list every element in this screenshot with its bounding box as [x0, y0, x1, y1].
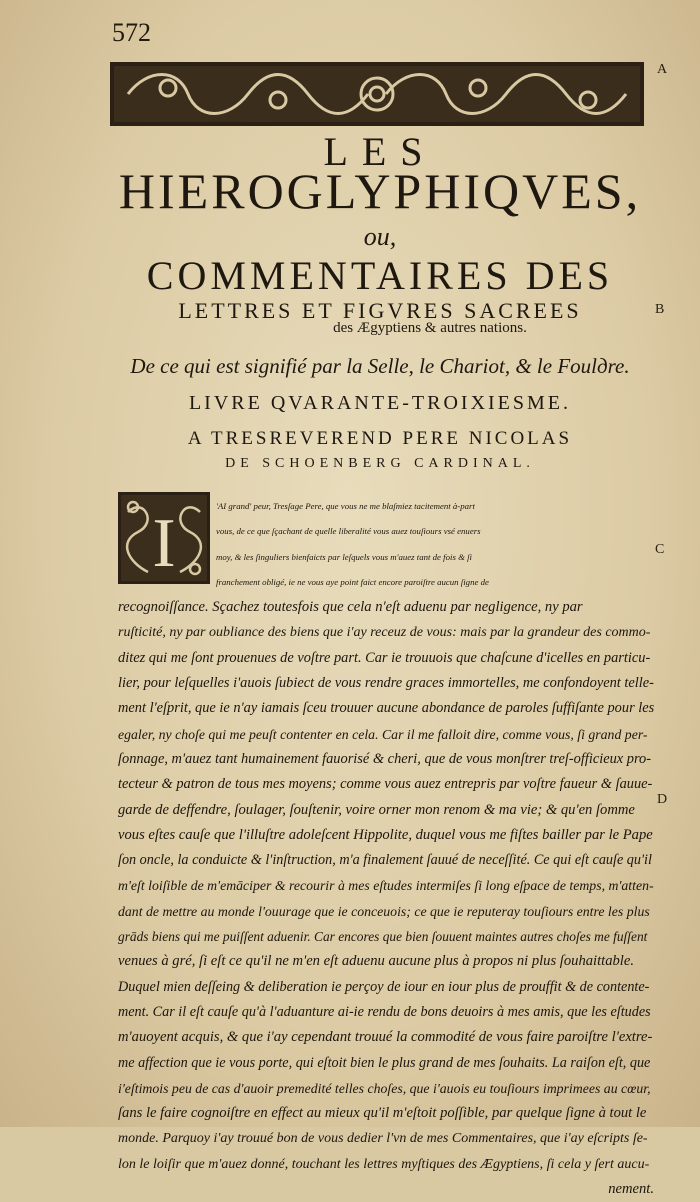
body-line: recognoiſſance. Sçachez toutesfois que cela n'eſt aduenu par negligence, ny par [118, 599, 583, 616]
margin-letter-d: D [657, 792, 668, 807]
book-heading: LIVRE QVARANTE-TROIXIESME. [188, 392, 572, 414]
title-les: LES [323, 129, 437, 174]
body-line: moy, & les ſinguliers bienfaicts par leſquels vous m'auez tant de fois & ſi [216, 551, 472, 562]
body-line: ſonnage, m'auez tant humainement fauorisé & cheri, que de vous monſtrer treſ-officieux pro- [118, 750, 652, 767]
body-line: egaler, ny choſe qui me peuſt contenter en cela. Car il me falloit dire, comme vous, ſi grand per- [118, 726, 648, 742]
body-line: vous, de ce que ſçachant de quelle liberalité vous auez touſiours vsé enuers [216, 526, 481, 537]
body-line: nement. [608, 1181, 654, 1198]
page-number: 572 [112, 18, 151, 47]
ornamental-headpiece [108, 58, 646, 130]
body-line: ruſticité, ny par oubliance des biens que i'ay receuz de vous: mais par la grandeur des commo- [118, 625, 651, 641]
title-lettres: LETTRES ET FIGVRES SACREES [178, 298, 582, 323]
body-line: ment. Car il eſt cauſe qu'à l'aduanture ai-ie rendu de bons deuoirs à mes amis, que les eſtudes [118, 1003, 651, 1020]
body-line: franchement obligé, ie ne vous aye point faict encore paroiſtre aucun ſigne de [216, 576, 489, 587]
body-line: ſon oncle, la conduicte & l'inſtruction, m'a finalement ſauué de neceſſité. Ce qui eſt cauſe qu'il [118, 852, 652, 869]
body-line: garde de deffendre, ſoulager, ſouſtenir, voire orner mon renom & ma vie; & qu'en ſomme [118, 801, 635, 818]
dedication-line-2: DE SCHOENBERG CARDINAL. [225, 456, 535, 471]
body-line: 'AI grand' peur, Tresſage Pere, que vous ne me blaſmiez tacitement à-part [216, 501, 475, 511]
body-line: dant de mettre au monde l'ouurage que ie conceuois; ce que ie reputeray touſiours entre les plus [118, 903, 650, 919]
body-line: Duquel mien deſſeing & deliberation ie perçoy de iour en iour plus de prouffit & de contente- [118, 978, 650, 995]
dropcap-letter: I [152, 505, 176, 582]
body-line: ditez qui me ſont prouenues de voſtre part. Car ie trouuois que chaſcune d'icelles en particu- [118, 649, 651, 666]
body-text [118, 494, 654, 1202]
body-line: m'auoyent acquis, & que i'ay cependant trouué la commodité de vous faire paroiſtre l'extre- [118, 1029, 653, 1046]
body-line: ment l'eſprit, que ie n'ay iamais ſceu trouuer aucune abondance de paroles ſuffiſante pour les [118, 700, 655, 717]
body-line: me affection que ie vous porte, qui eſtoit bien le plus grand de mes ſouhaits. La raiſon eſt, que [118, 1054, 651, 1071]
title-nations: des Ægyptiens & autres nations. [333, 320, 527, 336]
body-line: lier, pour leſquelles i'auois ſubiect de vous rendre graces immortelles, me confondoyent telle- [118, 675, 654, 692]
margin-letter-b: B [655, 302, 665, 317]
body-line: i'eſtimois peu de cas d'auoir premedité telles choſes, que i'auois eu touſiours imprimees au cœur, [118, 1080, 651, 1096]
margin-letter-a: A [657, 62, 668, 77]
body-line: m'eſt loiſible de m'emāciper & recourir à mes eſtudes intermiſes ſi long eſpace de temps, m'atten- [118, 878, 654, 894]
body-line: vous eſtes cauſe que l'illuſtre adoleſcent Hippolite, duquel vous me fiſtes bailler par le Pape [118, 826, 653, 843]
body-line: grāds biens qui me puiſſent aduenir. Car encores que bien ſouuent maintes autres choſes me fuſſent [118, 929, 648, 945]
title-ou: ou, [363, 222, 397, 251]
chapter-subject: De ce qui est signifié par la Selle, le Chariot, & le Foulдre. [130, 354, 630, 378]
dedication-line-1: A TRESREVEREND PERE NICOLAS [187, 428, 573, 449]
title-hieroglyphiques: HIEROGLYPHIQVES, [118, 163, 642, 219]
body-line: venues à gré, ſi eſt ce qu'il ne m'en eſt aduenu aucune plus à propos ni plus ſouhaittable. [118, 953, 634, 970]
body-line: monde. Parquoy i'ay trouué bon de vous dedier l'vn de mes Commentaires, que i'ay eſcripts ſe- [118, 1131, 648, 1147]
title-commentaires: COMMENTAIRES DES [146, 253, 614, 298]
margin-letter-c: C [655, 542, 665, 557]
body-line: tecteur & patron de tous mes moyens; comme vous auez entrepris par voſtre faueur & ſauue- [118, 776, 653, 793]
body-line: ſans le faire cognoiſtre en effect au mieux qu'il m'eſtoit poſſible, par quelque ſigne à tout le [118, 1105, 647, 1122]
body-line: lon le loiſir que m'auez donné, touchant les lettres myſtiques des Ægyptiens, ſi cela y ſert aucu- [118, 1156, 650, 1172]
